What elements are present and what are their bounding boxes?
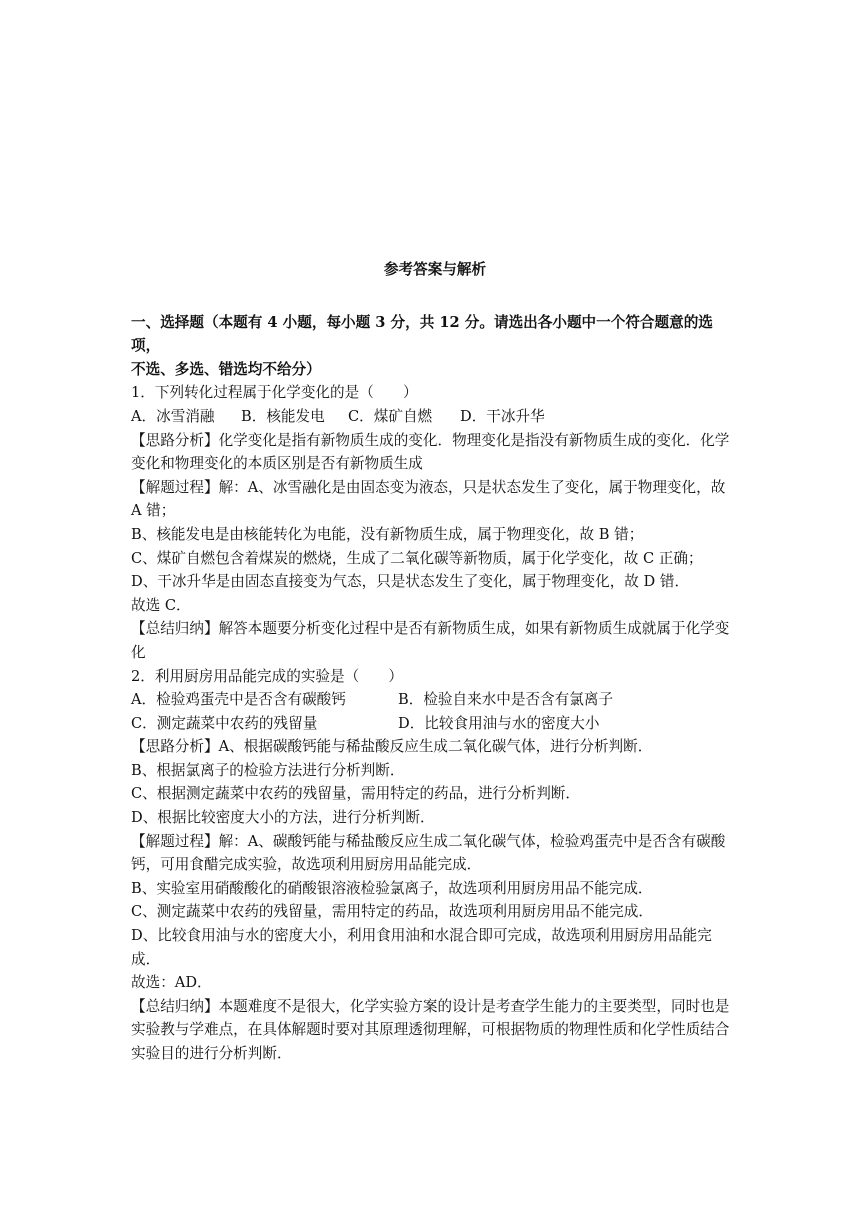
q1-process-line: B、核能发电是由核能转化为电能，没有新物质生成，属于物理变化，故 B 错； (131, 525, 644, 543)
q1-analysis (131, 429, 736, 476)
q2-options-row2 (131, 712, 736, 736)
q1-stem: 1．下列转化过程属于化学变化的是（ ） (131, 384, 418, 402)
q2-analysis (131, 735, 736, 759)
q2-summary-tag: 【总结归纳】 (131, 997, 219, 1015)
q2-option-a: A．检验鸡蛋壳中是否含有碳酸钙 (131, 691, 346, 709)
q2-process-line: 解：A、碳酸钙能与稀盐酸反应生成二氧化碳气体，检验鸡蛋壳中是否含有碳酸钙，可用食醋完成实验，故选项利用厨房用品能完成． (131, 832, 726, 874)
q2-summary-text: 本题难度不是很大，化学实验方案的设计是考查学生能力的主要类型，同时也是实验教与学难点，在具体解题时要对其原理透彻理解，可根据物质的物理性质和化学性质结合实验目的进行分析判断． (131, 997, 730, 1062)
q2-analysis-tag: 【思路分析】 (131, 738, 219, 756)
q2-process-line: C、测定蔬菜中农药的残留量，需用特定的药品，故选项利用厨房用品不能完成． (131, 903, 653, 921)
q1-summary (131, 617, 736, 664)
q1-process-line: C、煤矿自燃包含着煤炭的燃烧，生成了二氧化碳等新物质，属于化学变化，故 C 正确； (131, 549, 703, 567)
q1-answer: 故选 C． (131, 596, 191, 614)
q1-process-tag: 【解题过程】 (131, 478, 219, 496)
q1-summary-text: 解答本题要分析变化过程中是否有新物质生成，如果有新物质生成就属于化学变化 (131, 620, 730, 661)
answer-content (131, 258, 736, 1066)
q2-process-line: B、实验室用硝酸酸化的硝酸银溶液检验氯离子，故选项利用厨房用品不能完成． (131, 879, 653, 897)
q2-analysis-line: A、根据碳酸钙能与稀盐酸反应生成二氧化碳气体，进行分析判断． (218, 738, 653, 756)
q2-analysis-line: D、根据比较密度大小的方法，进行分析判断． (131, 809, 435, 827)
q2-analysis-line: B、根据氯离子的检验方法进行分析判断． (131, 761, 405, 779)
section-heading-line2: 不选、多选、错选均不给分） (131, 360, 321, 378)
q1-analysis-text: 化学变化是指有新物质生成的变化．物理变化是指没有新物质生成的变化．化学变化和物理变化的本质区别是否有新物质生成 (131, 431, 730, 473)
q1-analysis-tag: 【思路分析】 (131, 431, 219, 449)
q2-analysis-line: C、根据测定蔬菜中农药的残留量，需用特定的药品，进行分析判断． (131, 785, 580, 803)
q1-option-b: B．核能发电 (241, 407, 325, 425)
section-heading-line1: 一、选择题（本题有 4 小题，每小题 3 分，共 12 分。请选出各小题中一个符合题意的选项， (131, 313, 713, 355)
q2-summary (131, 995, 736, 1066)
q2-option-d: D．比较食用油与水的密度大小 (398, 714, 600, 732)
q2-option-c: C．测定蔬菜中农药的残留量 (131, 714, 318, 732)
q2-option-b: B．检验自来水中是否含有氯离子 (398, 691, 614, 709)
q2-process (131, 830, 736, 877)
q1-process-line: 解：A、冰雪融化是由固态变为液态，只是状态发生了变化，属于物理变化，故 A 错； (131, 478, 726, 520)
q1-option-d: D．干冰升华 (460, 407, 545, 425)
q2-stem: 2．利用厨房用品能完成的实验是（ ） (131, 667, 403, 685)
q1-summary-tag: 【总结归纳】 (131, 620, 219, 638)
q2-process-line: D、比较食用油与水的密度大小，利用食用油和水混合即可完成，故选项利用厨房用品能完成． (131, 927, 712, 968)
q1-options (131, 405, 736, 429)
q1-option-a: A．冰雪消融 (131, 407, 215, 425)
page-title: 参考答案与解析 (383, 261, 487, 278)
q2-options-row1 (131, 688, 736, 712)
q2-process-tag: 【解题过程】 (131, 832, 219, 850)
q1-option-c: C．煤矿自燃 (348, 407, 433, 425)
q2-answer: 故选：AD． (131, 974, 212, 992)
q1-process-line: D、干冰升华是由固态直接变为气态，只是状态发生了变化，属于物理变化，故 D 错． (131, 573, 690, 591)
q1-process (131, 476, 736, 523)
